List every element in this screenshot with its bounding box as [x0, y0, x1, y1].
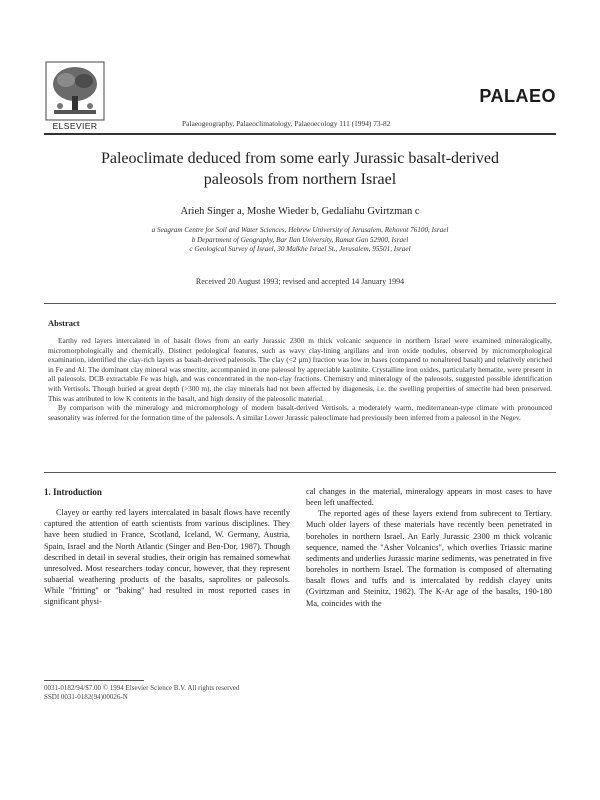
journal-citation: Palaeogeography, Palaeoclimatology, Palaeoecology 111 (1994) 73-82 [182, 119, 391, 128]
author-list: Arieh Singer a, Moshe Wieder b, Gedaliahu Gvirtzman c [180, 206, 420, 217]
body-paragraph: cal changes in the material, mineralogy appears in most cases to have been left unaffected. [306, 487, 552, 508]
footnote-rule [44, 680, 144, 681]
abstract-paragraph: By comparison with the mineralogy and micromorphology of modern basalt-derived Vertisols, a moderately warm, mediterranean-type climate with pronounced seasonality was inferred for the formation time of the paleosols. A similar Lower Jurassic paleoclimate had previously been inferred from a paleosol in the Negev. [48, 403, 552, 422]
publisher-name: ELSEVIER [52, 121, 98, 131]
abstract-top-rule [44, 303, 556, 304]
copyright-line: 0031-0182/94/$7.00 © 1994 Elsevier Science B.V. All rights reserved [44, 684, 240, 692]
elsevier-tree-logo [44, 60, 106, 122]
copyright-footnote [44, 684, 240, 702]
title-line-1: Paleoclimate deduced from some early Jurassic basalt-derived [100, 150, 500, 167]
header-rule [44, 133, 556, 135]
affiliation-a: a Seagram Centre for Soil and Water Sciences, Hebrew University of Jerusalem, Rehovot 76100, Israel [151, 226, 449, 234]
abstract-paragraph: Earthy red layers intercalated in of basalt flows from an early Jurassic 2300 m thick volcanic sequence in northern Israel were examined mineralogically, micromorphologically and chemically. Distinct pedological features, such as wavy clay-lining argillans and iron oxide nodules, observed by micromorphological examination, identified the clay-rich layers as basalt-derived paleosols. The clay (<2 µm) fraction was low in bases (compared to nonaltered basalt) and relatively enriched in Fe and Al. The dominant clay mineral was smectite, accompanied in one paleosol by appreciable kaolinite. Crystalline iron oxides, particularly hematite, were present in all paleosols. DCB extractable Fe was high, and was concentrated in the non-clay fractions. Chemistry and mineralogy of the paleosols, suggested possible identification with Vertisols. Though buried at great depth (>300 m), the clay minerals had not been affected by diagenesis, i.e. the swelling properties of smectite had been preserved. This was attributed to low K contents in the basalt, and high density of the paleosolic material. [48, 336, 552, 403]
body-column-right [306, 486, 552, 609]
body-paragraph: Clayey or earthy red layers intercalated in basalt flows have recently captured the attention of earth scientists from various disciplines. They have been studied in France, Scotland, Iceland, W. Germany, Austria, Spain, Israel and the North Atlantic (Singer and Ben-Dor, 1987). Though described in detail in several studies, their origin has remained somewhat unresolved. Most researchers today concur, however, that they represent subaerial weathering products of the basalts, saprolites or paleosols. While "fritting" or "baking" had resulted in most reported cases in significant physi- [44, 508, 290, 607]
received-dates: Received 20 August 1993; revised and accepted 14 January 1994 [195, 277, 405, 286]
body-column-left [44, 486, 290, 608]
abstract-heading: Abstract [48, 318, 80, 328]
ssdi-line: SSDI 0031-0182(94)00026-N [44, 693, 128, 701]
affiliation-b: b Department of Geography, Bar Ilan University, Ramat Gan 52900, Israel [191, 235, 409, 244]
abstract-bottom-rule [44, 472, 556, 473]
journal-logo: PALAEO [479, 86, 556, 106]
affiliation-c: c Geological Survey of Israel, 30 Malkhe Israel St., Jerusalem, 95501, Israel [189, 245, 411, 253]
title-line-2: paleosols from northern Israel [203, 171, 397, 188]
abstract-body [48, 336, 552, 422]
section-heading: 1. Introduction [44, 487, 102, 497]
article-title [80, 148, 520, 190]
affiliations [100, 226, 500, 255]
body-paragraph: The reported ages of these layers extend from subrecent to Tertiary. Much older layers of these materials have recently been penetrated in boreholes in northern Israel. An Early Jurassic 2300 m thick volcanic sequence, named the "Asher Volcanics", which overlies Triassic marine sediments and underlies Jurassic marine sediments, was penetrated in five boreholes in northern Israel. The formation is composed of alternating basalt flows and tuffs and is intercalated by reddish clayey units (Gvirtzman and Steinitz, 1982). The K-Ar age of the basalts, 190-180 Ma, coincides with the [306, 509, 552, 608]
